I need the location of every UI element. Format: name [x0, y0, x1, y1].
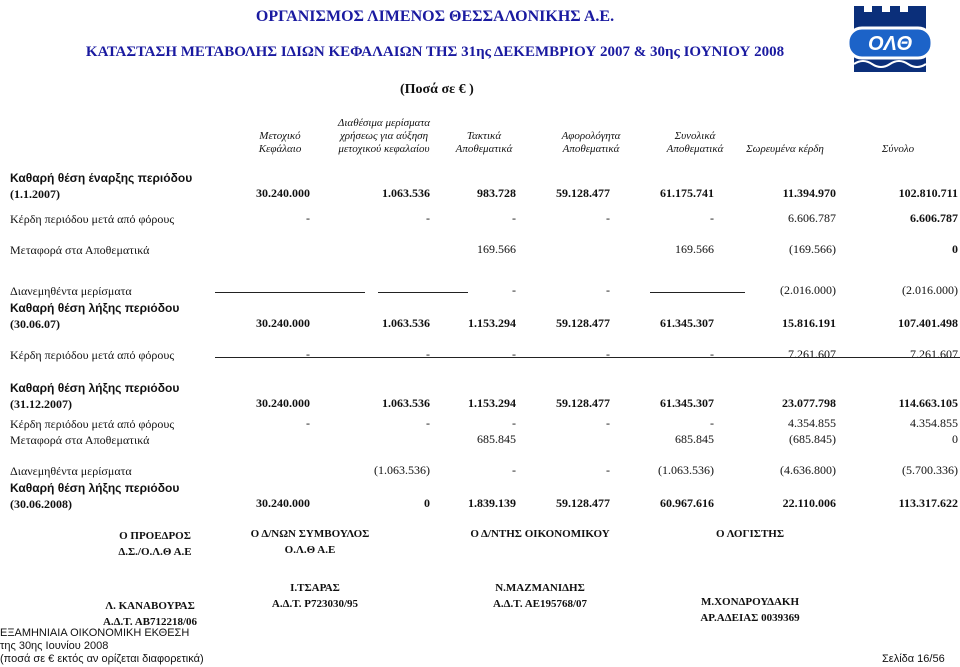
- table-cell: -: [710, 211, 714, 225]
- table-cell: 59.128.477: [556, 396, 610, 410]
- table-cell: -: [306, 211, 310, 225]
- table-cell: -: [606, 347, 610, 361]
- signature-role-ceo: Ο Δ/ΝΩΝ ΣΥΜΒΟΥΛΟΣ Ο.Λ.Θ Α.Ε: [250, 528, 370, 556]
- table-cell: 61.345.307: [660, 316, 714, 330]
- table-cell: 113.317.622: [898, 496, 958, 510]
- table-cell: 22.110.006: [782, 496, 836, 510]
- rule: [378, 292, 468, 293]
- table-cell: -: [306, 347, 310, 361]
- table-cell: 30.240.000: [256, 496, 310, 510]
- table-cell: 107.401.498: [898, 316, 958, 330]
- table-cell: 61.345.307: [660, 396, 714, 410]
- col-header-retained-earnings: Σωρευμένα κέρδη: [746, 143, 824, 155]
- table-cell: 169.566: [675, 242, 714, 256]
- col-header-regular-reserves: Τακτικά Αποθεματικά: [455, 130, 513, 155]
- table-cell: 1.153.294: [468, 316, 516, 330]
- table-cell: (1.063.536): [658, 463, 714, 477]
- table-cell: -: [512, 416, 516, 430]
- signature-role-cfo: Ο Δ/ΝΤΗΣ ΟΙΚΟΝΟΜΙΚΟΥ: [470, 528, 610, 540]
- row-label: Κέρδη περιόδου μετά από φόρους: [10, 417, 175, 431]
- row-label: Μεταφορά στα Αποθεματικά: [10, 243, 150, 257]
- table-cell: -: [710, 347, 714, 361]
- table-cell: (2.016.000): [902, 283, 958, 297]
- table-cell: -: [606, 283, 610, 297]
- table-cell: (2.016.000): [780, 283, 836, 297]
- table-cell: 15.816.191: [782, 316, 836, 330]
- report-footer: ΕΞΑΜΗΝΙΑΙΑ ΟΙΚΟΝΟΜΙΚΗ ΕΚΘΕΣΗ της 30ης Ιουνίου 2008 (ποσά σε € εκτός αν ορίζεται διαφορετικά): [0, 627, 204, 665]
- row-label: Καθαρή θέση λήξης περιόδου (30.06.07): [10, 301, 180, 331]
- page-number: Σελίδα 16/56: [882, 653, 945, 665]
- table-cell: 11.394.970: [782, 186, 836, 200]
- table-cell: (5.700.336): [902, 463, 958, 477]
- table-cell: -: [512, 347, 516, 361]
- row-label: Κέρδη περιόδου μετά από φόρους: [10, 348, 175, 362]
- col-header-total-reserves: Συνολικά Αποθεματικά: [666, 130, 724, 155]
- table-cell: 1.839.139: [468, 496, 516, 510]
- table-cell: -: [512, 463, 516, 477]
- table-cell: -: [606, 211, 610, 225]
- table-cell: 983.728: [477, 186, 516, 200]
- currency-note: (Ποσά σε € ): [400, 82, 474, 97]
- table-cell: 0: [952, 432, 958, 446]
- row-label: Καθαρή θέση λήξης περιόδου (31.12.2007): [10, 381, 180, 411]
- signature-role-accountant: Ο ΛΟΓΙΣΤΗΣ: [715, 528, 785, 540]
- table-cell: 1.063.536: [382, 316, 430, 330]
- table-cell: 1.063.536: [382, 186, 430, 200]
- table-cell: -: [426, 347, 430, 361]
- table-cell: -: [426, 211, 430, 225]
- row-label: Κέρδη περιόδου μετά από φόρους: [10, 212, 175, 226]
- table-cell: -: [306, 416, 310, 430]
- table-cell: 23.077.798: [782, 396, 836, 410]
- col-header-share-capital: Μετοχικό Κεφάλαιο: [258, 130, 302, 155]
- table-cell: 169.566: [477, 242, 516, 256]
- table-cell: 30.240.000: [256, 186, 310, 200]
- table-cell: 30.240.000: [256, 396, 310, 410]
- signature-role-chairman: Ο ΠΡΟΕΔΡΟΣ Δ.Σ./Ο.Λ.Θ Α.Ε: [118, 530, 192, 558]
- rule: [215, 292, 365, 293]
- signature-name-accountant: Μ.ΧΟΝΔΡΟΥΔΑΚΗ ΑΡ.ΑΔΕΙΑΣ 0039369: [700, 596, 800, 624]
- table-cell: 4.354.855: [788, 416, 836, 430]
- row-label: Καθαρή θέση λήξης περιόδου (30.06.2008): [10, 481, 180, 511]
- table-cell: 60.967.616: [660, 496, 714, 510]
- signature-name-chairman: Λ. ΚΑΝΑΒΟΥΡΑΣ Α.Δ.Τ. ΑΒ712218/06: [102, 600, 198, 628]
- table-cell: 1.153.294: [468, 396, 516, 410]
- table-cell: -: [606, 463, 610, 477]
- table-cell: 59.128.477: [556, 186, 610, 200]
- signature-name-ceo: Ι.ΤΣΑΡΑΣ Α.Δ.Τ. Ρ723030/95: [271, 582, 359, 610]
- table-cell: 61.175.741: [660, 186, 714, 200]
- row-label: Καθαρή θέση έναρξης περιόδου (1.1.2007): [10, 171, 193, 201]
- table-cell: (1.063.536): [374, 463, 430, 477]
- table-cell: 1.063.536: [382, 396, 430, 410]
- table-cell: 6.606.787: [910, 211, 958, 225]
- col-header-total: Σύνολο: [881, 143, 915, 155]
- col-header-taxfree-reserves: Αφορολόγητα Αποθεματικά: [561, 130, 621, 155]
- table-cell: 59.128.477: [556, 496, 610, 510]
- row-label: Διανεμηθέντα μερίσματα: [10, 284, 132, 298]
- table-cell: (4.636.800): [780, 463, 836, 477]
- signature-name-cfo: Ν.ΜΑΖΜΑΝΙΔΗΣ Α.Δ.Τ. ΑΕ195768/07: [492, 582, 588, 610]
- table-cell: 102.810.711: [898, 186, 958, 200]
- table-cell: 4.354.855: [910, 416, 958, 430]
- table-cell: 685.845: [477, 432, 516, 446]
- table-cell: 685.845: [675, 432, 714, 446]
- rule: [215, 357, 960, 358]
- statement-title: ΚΑΤΑΣΤΑΣΗ ΜΕΤΑΒΟΛΗΣ ΙΔΙΩΝ ΚΕΦΑΛΑΙΩΝ ΤΗΣ 31ης ΔΕΚΕΜΒΡΙΟΥ 2007 & 30ης ΙΟΥΝΙΟΥ 2008: [85, 44, 785, 60]
- organization-title: ΟΡΓΑΝΙΣΜΟΣ ΛΙΜΕΝΟΣ ΘΕΣΣΑΛΟΝΙΚΗΣ Α.Ε.: [255, 8, 615, 25]
- table-cell: -: [426, 416, 430, 430]
- svg-text:ΟΛΘ: ΟΛΘ: [867, 33, 913, 55]
- table-cell: (169.566): [789, 242, 836, 256]
- col-header-dividends: Διαθέσιμα μερίσματα χρήσεως για αύξηση μετοχικού κεφαλαίου: [337, 117, 431, 155]
- table-cell: 6.606.787: [788, 211, 836, 225]
- table-cell: -: [710, 416, 714, 430]
- table-cell: 0: [424, 496, 430, 510]
- row-label: Μεταφορά στα Αποθεματικά: [10, 433, 150, 447]
- row-label: Διανεμηθέντα μερίσματα: [10, 464, 132, 478]
- table-cell: 59.128.477: [556, 316, 610, 330]
- table-cell: 30.240.000: [256, 316, 310, 330]
- table-cell: (685.845): [789, 432, 836, 446]
- table-cell: 0: [952, 242, 958, 256]
- table-cell: -: [512, 211, 516, 225]
- table-cell: -: [606, 416, 610, 430]
- rule: [650, 292, 745, 293]
- table-cell: 7.261.607: [788, 347, 836, 361]
- table-cell: -: [512, 283, 516, 297]
- table-cell: 7.261.607: [910, 347, 958, 361]
- table-cell: 114.663.105: [898, 396, 958, 410]
